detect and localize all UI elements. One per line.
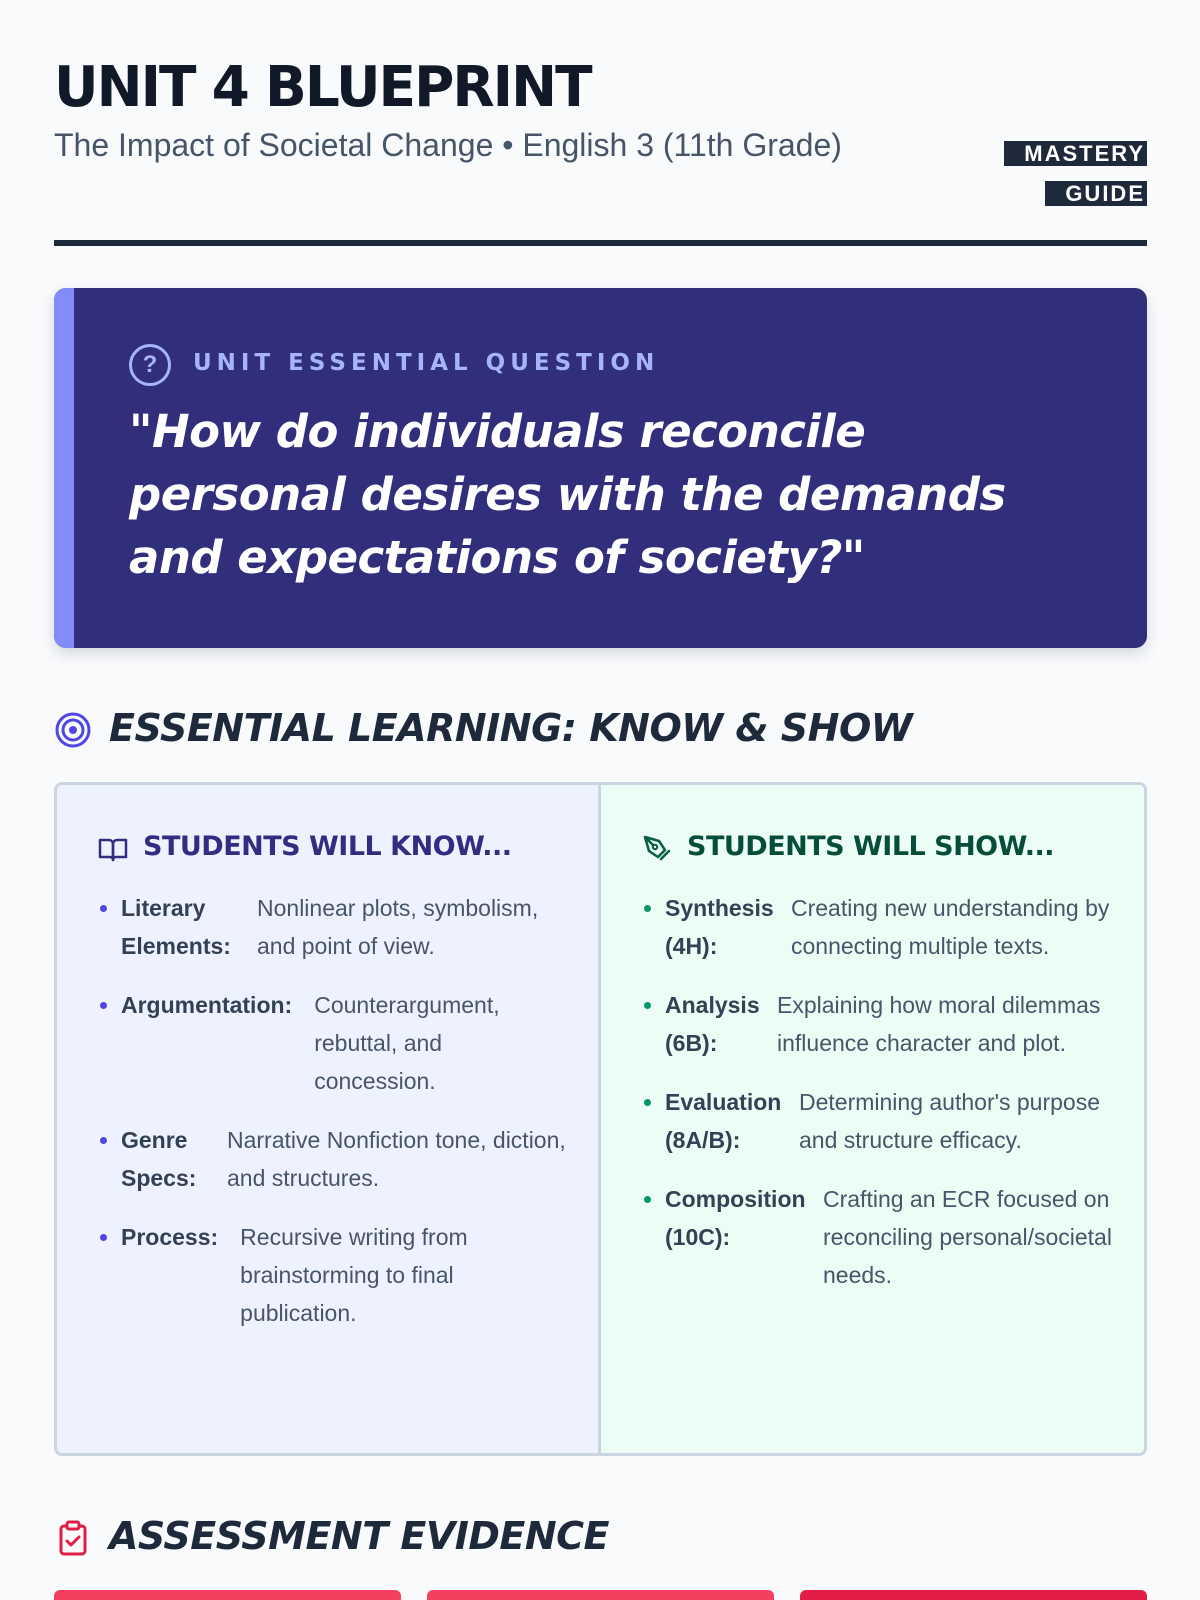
show-item-term: Evaluation (8A/B): (665, 1089, 782, 1153)
page-header (54, 50, 1147, 246)
know-item (97, 1218, 568, 1332)
badge-line-1: MASTERY (1004, 141, 1147, 166)
students-will-show-column (601, 785, 1144, 1453)
pen-tool-icon (641, 833, 673, 865)
know-item-desc: Nonlinear plots, symbolism, and point of view. (257, 895, 539, 959)
show-item-term: Analysis (6B): (665, 992, 760, 1056)
know-item (97, 889, 568, 965)
show-item-desc: Creating new understanding by connecting multiple texts. (791, 895, 1110, 959)
know-item-desc: Recursive writing from brainstorming to final publication. (240, 1224, 468, 1326)
essential-learning-title: ESSENTIAL LEARNING: KNOW & SHOW (109, 706, 913, 750)
essential-question-label: UNIT ESSENTIAL QUESTION (193, 350, 660, 376)
clipboard-check-icon (54, 1519, 92, 1557)
page-subtitle: The Impact of Societal Change • English 3 (11th Grade) (54, 127, 842, 163)
mastery-guide-badge (997, 134, 1147, 214)
show-column-title: STUDENTS WILL SHOW... (687, 831, 1054, 862)
know-item (97, 1121, 568, 1197)
show-item (641, 986, 1114, 1062)
question-accent-bar (54, 288, 74, 648)
show-list (641, 889, 1114, 1315)
show-item-term: Synthesis (4H): (665, 895, 774, 959)
assessment-card (800, 1590, 1147, 1600)
know-item-term: Literary Elements: (121, 895, 231, 959)
assessment-card (427, 1590, 774, 1600)
show-item (641, 889, 1114, 965)
open-book-icon (97, 833, 129, 865)
show-item (641, 1083, 1114, 1159)
question-circle-icon: ? (129, 344, 171, 386)
show-item-desc: Determining author's purpose and structure efficacy. (799, 1089, 1100, 1153)
show-item-term: Composition (10C): (665, 1186, 806, 1250)
know-item-desc: Counterargument, rebuttal, and concession. (314, 992, 500, 1094)
know-item (97, 986, 568, 1100)
page-title: UNIT 4 BLUEPRINT (54, 55, 591, 120)
show-item-desc: Explaining how moral dilemmas influence character and plot. (777, 992, 1101, 1056)
essential-question-card (54, 288, 1147, 648)
show-item-desc: Crafting an ECR focused on reconciling personal/societal needs. (823, 1186, 1112, 1288)
assessment-card (54, 1590, 401, 1600)
target-icon (54, 711, 92, 749)
unit-blueprint-page (54, 0, 1147, 1600)
know-show-grid (54, 782, 1147, 1456)
know-item-term: Genre Specs: (121, 1127, 197, 1191)
know-list (97, 889, 568, 1353)
assessment-evidence-title: ASSESSMENT EVIDENCE (109, 1514, 610, 1558)
essential-question-text: "How do individuals reconcile personal desires with the demands and expectations of society?" (129, 405, 1006, 584)
know-item-desc: Narrative Nonfiction tone, diction, and structures. (227, 1127, 566, 1191)
know-item-term: Argumentation: (121, 992, 293, 1018)
badge-line-2: GUIDE (1045, 181, 1147, 206)
show-item (641, 1180, 1114, 1294)
know-column-title: STUDENTS WILL KNOW... (143, 831, 512, 862)
students-will-know-column (57, 785, 601, 1453)
know-item-term: Process: (121, 1224, 219, 1250)
